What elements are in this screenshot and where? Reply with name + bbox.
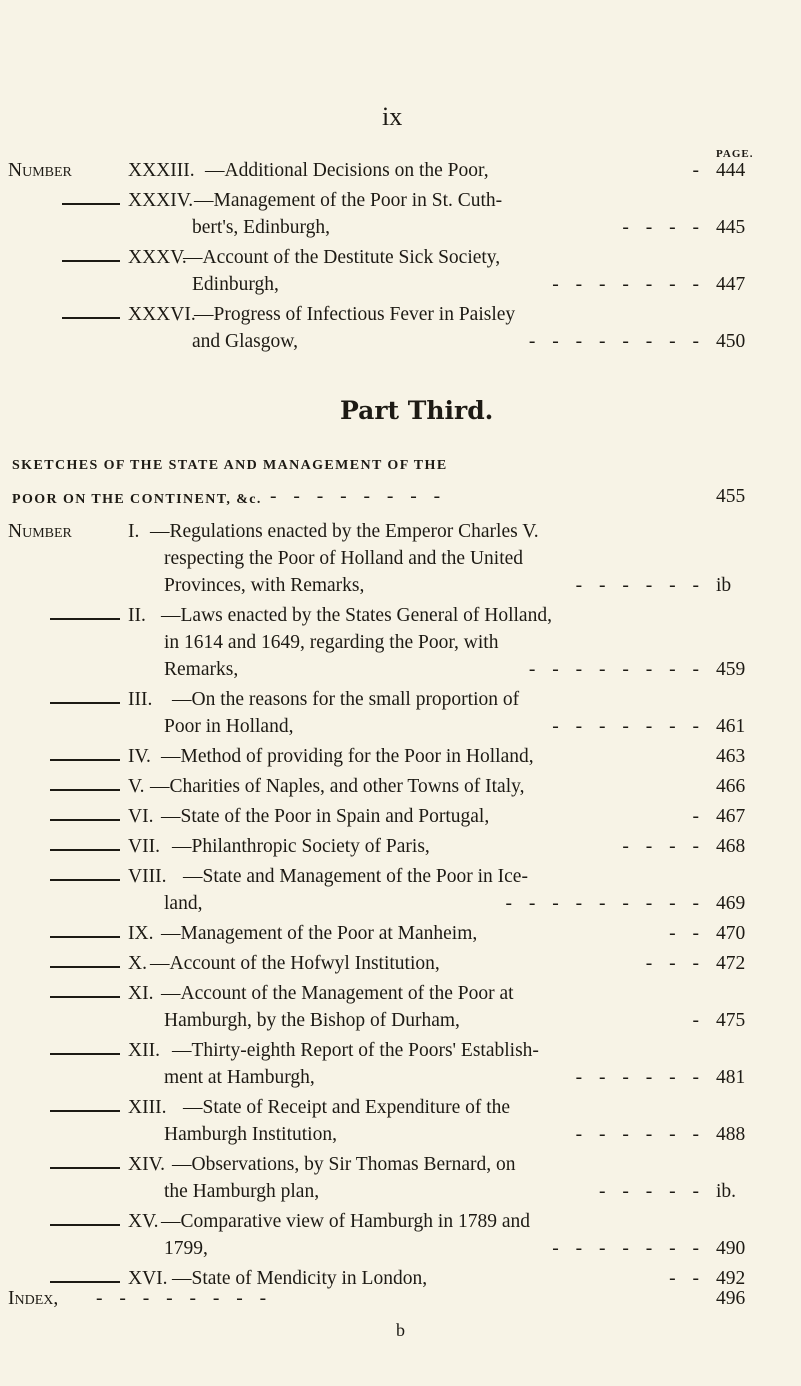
entry-title-line: land,	[164, 893, 203, 914]
entry-number: IX.	[128, 923, 154, 944]
entry-page-number: 470	[716, 923, 746, 944]
entry-number: VIII.	[128, 866, 167, 887]
entry-page-number: 459	[716, 659, 746, 680]
entry-title-line: —State of the Poor in Spain and Portugal,	[161, 806, 490, 827]
entry-dash-rule	[62, 317, 120, 319]
signature-mark: b	[396, 1320, 405, 1340]
entry-leader-dots: - -	[669, 923, 705, 944]
entry-title-line: —Comparative view of Hamburgh in 1789 and	[161, 1211, 530, 1232]
entry-number: X.	[128, 953, 147, 974]
entry-leader-dots: -	[692, 1010, 705, 1031]
entry-title-line: —Management of the Poor in St. Cuth-	[194, 190, 503, 211]
section-heading-line2: POOR ON THE CONTINENT, &c.	[12, 492, 262, 507]
entry-number: XV.	[128, 1211, 159, 1232]
entry-leader-dots: - -	[669, 1268, 705, 1289]
entry-leader-dots: - - -	[645, 953, 705, 974]
entry-number: XIV.	[128, 1154, 166, 1175]
section-heading-line1: SKETCHES OF THE STATE AND MANAGEMENT OF THE	[12, 458, 448, 473]
entry-dash-rule	[50, 849, 120, 851]
entry-title-line: —State of Receipt and Expenditure of the	[183, 1097, 511, 1118]
index-page: 496	[716, 1288, 746, 1309]
entry-leader-dots: -	[692, 160, 705, 181]
entry-title-line: Edinburgh,	[192, 274, 279, 295]
entry-dash-rule	[50, 1281, 120, 1283]
entry-number: XXXV.	[128, 247, 187, 268]
entry-page-number: 492	[716, 1268, 746, 1289]
entry-title-line: Remarks,	[164, 659, 239, 680]
entry-dash-rule	[50, 819, 120, 821]
entry-title-line: —Philanthropic Society of Paris,	[172, 836, 430, 857]
entry-page-number: 463	[716, 746, 746, 767]
entry-title-line: in 1614 and 1649, regarding the Poor, with	[164, 632, 499, 653]
entry-leader-dots: - - - - - - -	[552, 274, 705, 295]
entry-page-number: 472	[716, 953, 746, 974]
entry-title-line: —Method of providing for the Poor in Holland,	[161, 746, 534, 767]
entry-page-number: 468	[716, 836, 746, 857]
entry-leader-dots: - - - - -	[599, 1181, 705, 1202]
section-heading-dots: - - - - - - - -	[270, 486, 447, 507]
entry-title-line: Hamburgh, by the Bishop of Durham,	[164, 1010, 460, 1031]
entry-title-line: —Account of the Hofwyl Institution,	[150, 953, 440, 974]
entry-dash-rule	[50, 1224, 120, 1226]
entry-title-line: bert's, Edinburgh,	[192, 217, 331, 238]
entry-number: II.	[128, 605, 146, 626]
entry-title-line: —State and Management of the Poor in Ice-	[183, 866, 528, 887]
entry-title-line: Hamburgh Institution,	[164, 1124, 337, 1145]
entry-page-number: 467	[716, 806, 746, 827]
entry-dash-rule	[50, 1110, 120, 1112]
entry-page-number: 445	[716, 217, 746, 238]
entry-dash-rule	[62, 203, 120, 205]
entry-title-line: —Management of the Poor at Manheim,	[161, 923, 478, 944]
entry-dash-rule	[50, 936, 120, 938]
page-column-header: PAGE.	[716, 148, 754, 160]
entry-title-line: Poor in Holland,	[164, 716, 294, 737]
index-dots: - - - - - - - -	[96, 1288, 273, 1309]
entry-page-number: 488	[716, 1124, 746, 1145]
entry-page-number: 490	[716, 1238, 746, 1259]
entry-dash-rule	[50, 1053, 120, 1055]
entry-page-number: 469	[716, 893, 746, 914]
entry-title-line: respecting the Poor of Holland and the United	[164, 548, 524, 569]
entry-title-line: ment at Hamburgh,	[164, 1067, 315, 1088]
entry-dash-rule	[50, 702, 120, 704]
entry-number: XVI.	[128, 1268, 168, 1289]
entry-leader-dots: -	[692, 806, 705, 827]
entry-title-line: Provinces, with Remarks,	[164, 575, 365, 596]
entry-dash-rule	[50, 759, 120, 761]
entry-title-line: —Regulations enacted by the Emperor Charles V.	[150, 521, 539, 542]
entry-leader-dots: - - - - - -	[575, 1124, 705, 1145]
entry-title-line: —Observations, by Sir Thomas Bernard, on	[172, 1154, 516, 1175]
entry-number: III.	[128, 689, 153, 710]
entry-dash-rule	[50, 618, 120, 620]
entry-page-number: ib.	[716, 1181, 737, 1202]
entry-leader-dots: - - - - - -	[575, 575, 705, 596]
entry-dash-rule	[50, 1167, 120, 1169]
entry-page-number: ib	[716, 575, 732, 596]
entry-leader-dots: - - - - - -	[575, 1067, 705, 1088]
entry-title-line: —Charities of Naples, and other Towns of Italy,	[150, 776, 525, 797]
entry-dash-rule	[50, 789, 120, 791]
entry-page-number: 481	[716, 1067, 746, 1088]
entry-number: I.	[128, 521, 140, 542]
entry-number: V.	[128, 776, 145, 797]
page-folio: ix	[382, 102, 403, 131]
entry-leader-dots: - - - -	[622, 836, 705, 857]
entry-title-line: —Account of the Destitute Sick Society,	[183, 247, 501, 268]
entry-dash-rule	[50, 879, 120, 881]
entry-page-number: 444	[716, 160, 746, 181]
section-heading-page: 455	[716, 486, 746, 507]
entry-number: XXXIV.	[128, 190, 194, 211]
entry-title-line: —Progress of Infectious Fever in Paisley	[194, 304, 516, 325]
entry-title-line: —Thirty-eighth Report of the Poors' Establish-	[172, 1040, 539, 1061]
entry-number: VI.	[128, 806, 154, 827]
index-label: Index,	[8, 1288, 59, 1309]
entry-number: XXXVI.	[128, 304, 196, 325]
entry-number: XIII.	[128, 1097, 167, 1118]
entry-number: XXXIII.	[128, 160, 195, 181]
entry-title-line: the Hamburgh plan,	[164, 1181, 320, 1202]
entry-leader-dots: - - - - - - -	[552, 1238, 705, 1259]
entry-dash-rule	[62, 260, 120, 262]
entry-number: XII.	[128, 1040, 160, 1061]
entry-leader-dots: - - - - - - -	[552, 716, 705, 737]
entry-title-line: —Account of the Management of the Poor at	[161, 983, 514, 1004]
entry-leader-dots: - - - -	[622, 217, 705, 238]
entry-title-line: 1799,	[164, 1238, 208, 1259]
entry-title-line: —On the reasons for the small proportion of	[172, 689, 520, 710]
entry-page-number: 450	[716, 331, 746, 352]
entry-page-number: 447	[716, 274, 746, 295]
entry-title-line: —State of Mendicity in London,	[172, 1268, 428, 1289]
entry-page-number: 466	[716, 776, 746, 797]
entry-page-number: 475	[716, 1010, 746, 1031]
entry-page-number: 461	[716, 716, 746, 737]
entry-leader-dots: - - - - - - - -	[528, 331, 705, 352]
part-heading: Part Third.	[340, 396, 494, 425]
entry-leader-dots: - - - - - - - -	[528, 659, 705, 680]
entry-number: VII.	[128, 836, 160, 857]
entry-dash-rule	[50, 966, 120, 968]
entry-title-line: and Glasgow,	[192, 331, 298, 352]
entry-title-line: —Additional Decisions on the Poor,	[205, 160, 489, 181]
entry-number: XI.	[128, 983, 154, 1004]
entry-dash-rule	[50, 996, 120, 998]
entry-lead-word: Number	[8, 160, 72, 181]
entry-leader-dots: - - - - - - - - -	[505, 893, 705, 914]
entry-lead-word: Number	[8, 521, 72, 542]
entry-title-line: —Laws enacted by the States General of Holland,	[161, 605, 552, 626]
entry-number: IV.	[128, 746, 151, 767]
